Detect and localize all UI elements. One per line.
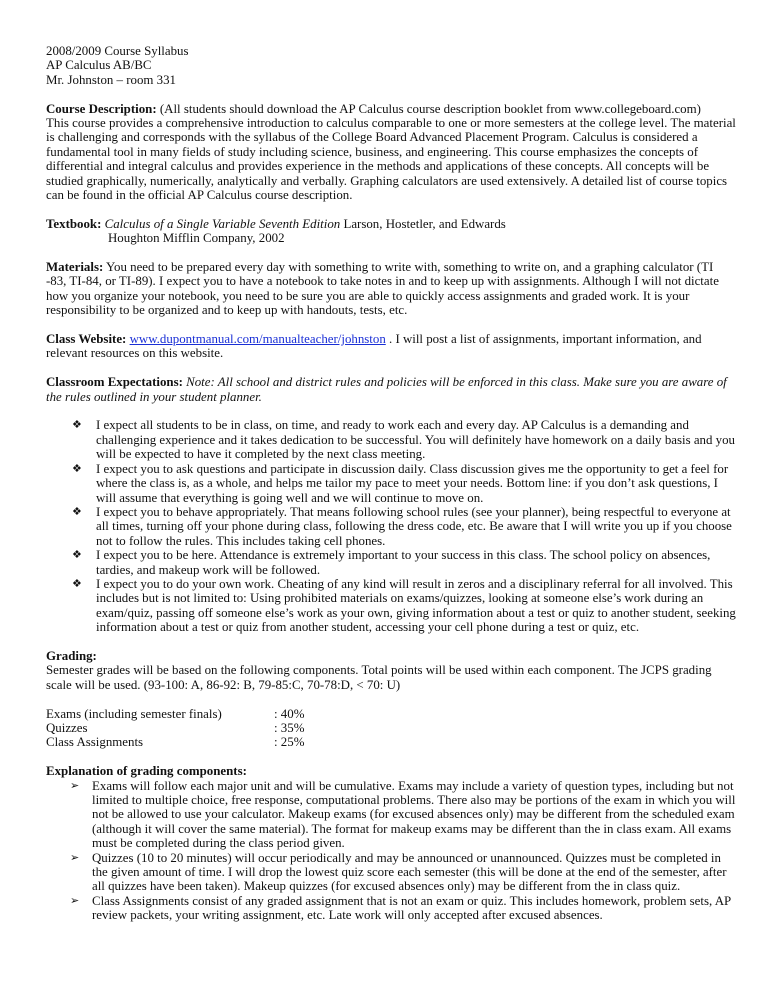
arrow-bullet-icon: ➢	[70, 894, 80, 907]
course-description-section	[46, 102, 736, 203]
grading-body: Semester grades will be based on the following components. Total points will be used within each component. The JCPS grading scale will be used. (93-100: A, 86-92: B, 79-85:C, 70-78:D, < 70: U)	[46, 663, 712, 692]
syllabus-document	[46, 44, 736, 923]
list-item: ❖ I expect you to be here. Attendance is extremely important to your success in this class. The school policy on absences, tardies, and makeup work will be followed.	[72, 548, 711, 577]
list-item: ➢ Quizzes (10 to 20 minutes) will occur periodically and may be announced or unannounced. Quizzes must be completed in the given amount of time. I will drop the lowest quiz score each semester (this will be done at the end of the semester, after all quizzes have been taken). Makeup quizzes (for excused absences only) may be different from the in class quiz.	[70, 850, 727, 894]
grading-label: Grading:	[46, 648, 97, 663]
diamond-bullet-icon: ❖	[72, 577, 82, 590]
arrow-bullet-icon: ➢	[70, 779, 80, 792]
textbook-authors: Larson, Hostetler, and Edwards	[340, 216, 506, 231]
table-row	[46, 735, 304, 749]
table-row	[46, 721, 304, 735]
textbook-section	[46, 217, 736, 246]
header-teacher-room: Mr. Johnston – room 331	[46, 72, 176, 87]
list-item: ➢ Class Assignments consist of any graded assignment that is not an exam or quiz. This includes homework, problem sets, AP review packets, your writing assignment, etc. Late work will only accepted after excused absences.	[70, 893, 731, 923]
explanation-label: Explanation of grading components:	[46, 764, 247, 779]
classroom-expectations-section	[46, 375, 736, 634]
component-weight: : 25%	[274, 735, 305, 750]
course-description-note: (All students should download the AP Calculus course description booklet from www.collegeboard.com)	[156, 101, 701, 116]
class-website-link[interactable]: www.dupontmanual.com/manualteacher/johnston	[129, 332, 386, 347]
list-item: ➢ Exams will follow each major unit and will be cumulative. Exams may include a variety of question types, including but not limited to multiple choice, free response, computational problems. There also may be portions of the exam in which you will not be allowed to use your calculator. Makeup exams (for excused absences only) may be different from the scheduled exam (although it will cover the same material). The format for makeup exams may be different than the in class exam. All exams must be completed during the class period given.	[70, 778, 736, 851]
header-course-name: AP Calculus AB/BC	[46, 58, 152, 73]
diamond-bullet-icon: ❖	[72, 419, 82, 432]
textbook-publisher: Houghton Mifflin Company, 2002	[108, 231, 285, 246]
explanation-list	[46, 779, 736, 923]
arrow-bullet-icon: ➢	[70, 851, 80, 864]
component-weight: : 40%	[274, 706, 305, 721]
list-item: ❖ I expect you to do your own work. Cheating of any kind will result in zeros and a disciplinary referral for all involved. This includes but is not limited to: Using prohibited materials on exams/quizzes, looking at someone else’s work during an exam/quiz, passing off someone else’s work as your own, giving information about a test or quiz to another student, seeking information about a test or quiz from another student, accessing your cell phone during a test or quiz, etc.	[72, 576, 736, 635]
classroom-expectations-note: Note: All school and district rules and policies will be enforced in this class. Make sure you are aware of the rules outlined in your student planner.	[46, 375, 727, 404]
materials-label: Materials:	[46, 260, 104, 275]
course-description-body: This course provides a comprehensive introduction to calculus comparable to one or more semesters at the college level. The material is challenging and corresponds with the syllabus of the College Board Advanced Placement Program. Calculus is considered a fundamental tool in many fields of study including science, business, and engineering. This course emphasizes the concepts of differential and integral calculus and provides experience in the methods and applications of these concepts. All concepts will be studied graphically, numerically, analytically and verbally. Graphing calculators are used extensively. A detailed list of course topics can be found in the official AP Calculus course description.	[46, 116, 736, 203]
diamond-bullet-icon: ❖	[72, 549, 82, 562]
materials-section	[46, 260, 736, 318]
textbook-label: Textbook:	[46, 216, 102, 231]
list-item: ❖ I expect you to ask questions and participate in discussion daily. Class discussion gives me the opportunity to get a feel for where the class is, as a whole, and helps me tailor my pace to meet your needs. Bottom line: if you don’t ask questions, I will assume that everything is going well and we will continue to move on.	[72, 461, 729, 505]
class-website-body: . I will post a list of assignments, important information, and relevant resources on this website.	[46, 332, 702, 361]
explanation-section	[46, 764, 736, 922]
header-year-title: 2008/2009 Course Syllabus	[46, 44, 189, 58]
table-row	[46, 707, 304, 721]
document-header	[46, 44, 736, 87]
class-website-section	[46, 332, 736, 361]
course-description-label: Course Description:	[46, 101, 157, 116]
materials-body: You need to be prepared every day with something to write with, something to write on, and a graphing calculator (TI -83, TI-84, or TI-89). I expect you to have a notebook to take notes in and to keep up with assignments. Although I will not dictate how you organize your notebook, you need to be sure you are able to quickly access assignments and graded work. It is your responsibility to be organized and to keep up with handouts, tests, etc.	[46, 260, 719, 318]
list-item: ❖ I expect all students to be in class, on time, and ready to work each and every day. AP Calculus is a demanding and challenging experience and it takes dedication to be successful. You will definitely have homework on a daily basis and you will be expected to have it completed by the next class meeting.	[72, 418, 735, 462]
class-website-label: Class Website:	[46, 332, 127, 347]
component-name: Quizzes	[46, 720, 88, 735]
diamond-bullet-icon: ❖	[72, 462, 82, 475]
list-item: ❖ I expect you to behave appropriately. That means following school rules (see your planner), being respectful to everyone at all times, turning off your phone during class, following the dress code, etc. Be aware that I will write you up if you choose not to follow the rules. This includes taking cell phones.	[72, 504, 732, 548]
grading-components-table	[46, 707, 304, 750]
component-name: Exams (including semester finals)	[46, 706, 222, 721]
diamond-bullet-icon: ❖	[72, 505, 82, 518]
classroom-expectations-label: Classroom Expectations:	[46, 375, 183, 390]
grading-section	[46, 649, 736, 750]
textbook-title: Calculus of a Single Variable Seventh Edition	[104, 216, 341, 231]
component-weight: : 35%	[274, 720, 305, 735]
expectations-list	[46, 418, 736, 634]
component-name: Class Assignments	[46, 735, 144, 750]
